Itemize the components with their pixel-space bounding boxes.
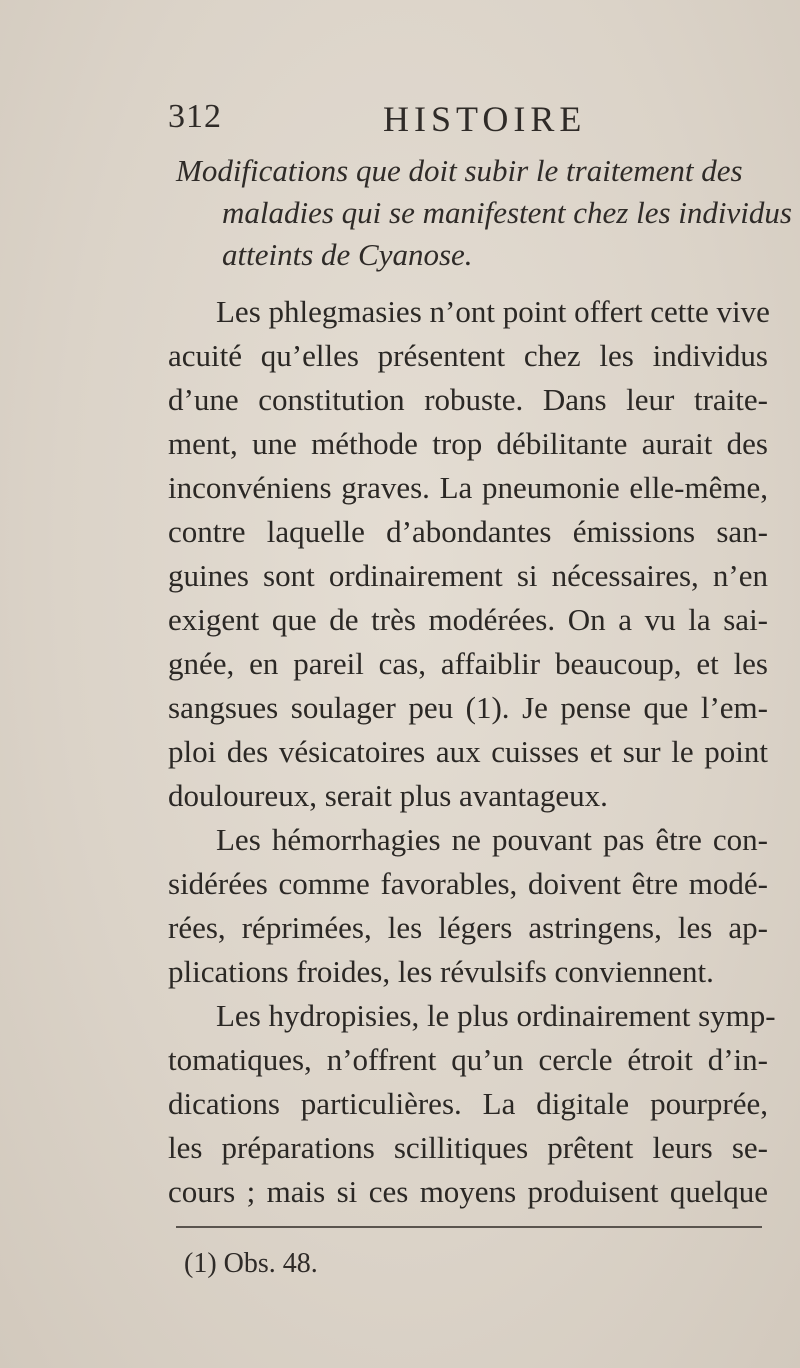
paragraph-line: exigent que de très modérées. On a vu la sai- [168,602,768,637]
paragraph-line: tomatiques, n’offrent qu’un cercle étroit d’in- [168,1042,768,1077]
paragraph-line: dications particulières. La digitale pourprée, [168,1086,768,1121]
heading-line: maladies qui se manifestent chez les individus [222,195,792,230]
paragraph-line: ment, une méthode trop débilitante aurait des [168,426,768,461]
paragraph-line: d’une constitution robuste. Dans leur traite- [168,382,768,417]
paragraph-line: contre laquelle d’abondantes émissions san- [168,514,768,549]
paragraph-line: sidérées comme favorables, doivent être modé- [168,866,768,901]
paragraph-line: ploi des vésicatoires aux cuisses et sur le point [168,734,768,769]
paragraph-line: guines sont ordinairement si nécessaires, n’en [168,558,768,593]
paragraph-line: cours ; mais si ces moyens produisent quelque [168,1174,768,1209]
paragraph-line: Les hémorrhagies ne pouvant pas être con- [216,822,768,857]
paragraph-line: Les phlegmasies n’ont point offert cette vive [216,294,770,329]
paragraph-line: sangsues soulager peu (1). Je pense que l’em- [168,690,768,725]
paragraph-line: acuité qu’elles présentent chez les individus [168,338,768,373]
paragraph-line: gnée, en pareil cas, affaiblir beaucoup, et les [168,646,768,681]
paragraph-line: Les hydropisies, le plus ordinairement symp- [216,998,776,1033]
paragraph-line: inconvéniens graves. La pneumonie elle-même, [168,470,768,505]
paragraph-line: rées, réprimées, les légers astringens, les ap- [168,910,768,945]
footnote: (1) Obs. 48. [184,1248,318,1279]
paragraph-line: plications froides, les révulsifs conviennent. [168,954,714,989]
heading-line: atteints de Cyanose. [222,237,473,272]
paragraph-line: douloureux, serait plus avantageux. [168,778,608,813]
footnote-rule [176,1226,762,1228]
heading-line: Modifications que doit subir le traitement des [176,153,743,188]
running-title: HISTOIRE [383,99,587,139]
page-header [168,98,788,148]
paragraph-line: les préparations scillitiques prêtent leurs se- [168,1130,768,1165]
page-number: 312 [168,98,222,135]
